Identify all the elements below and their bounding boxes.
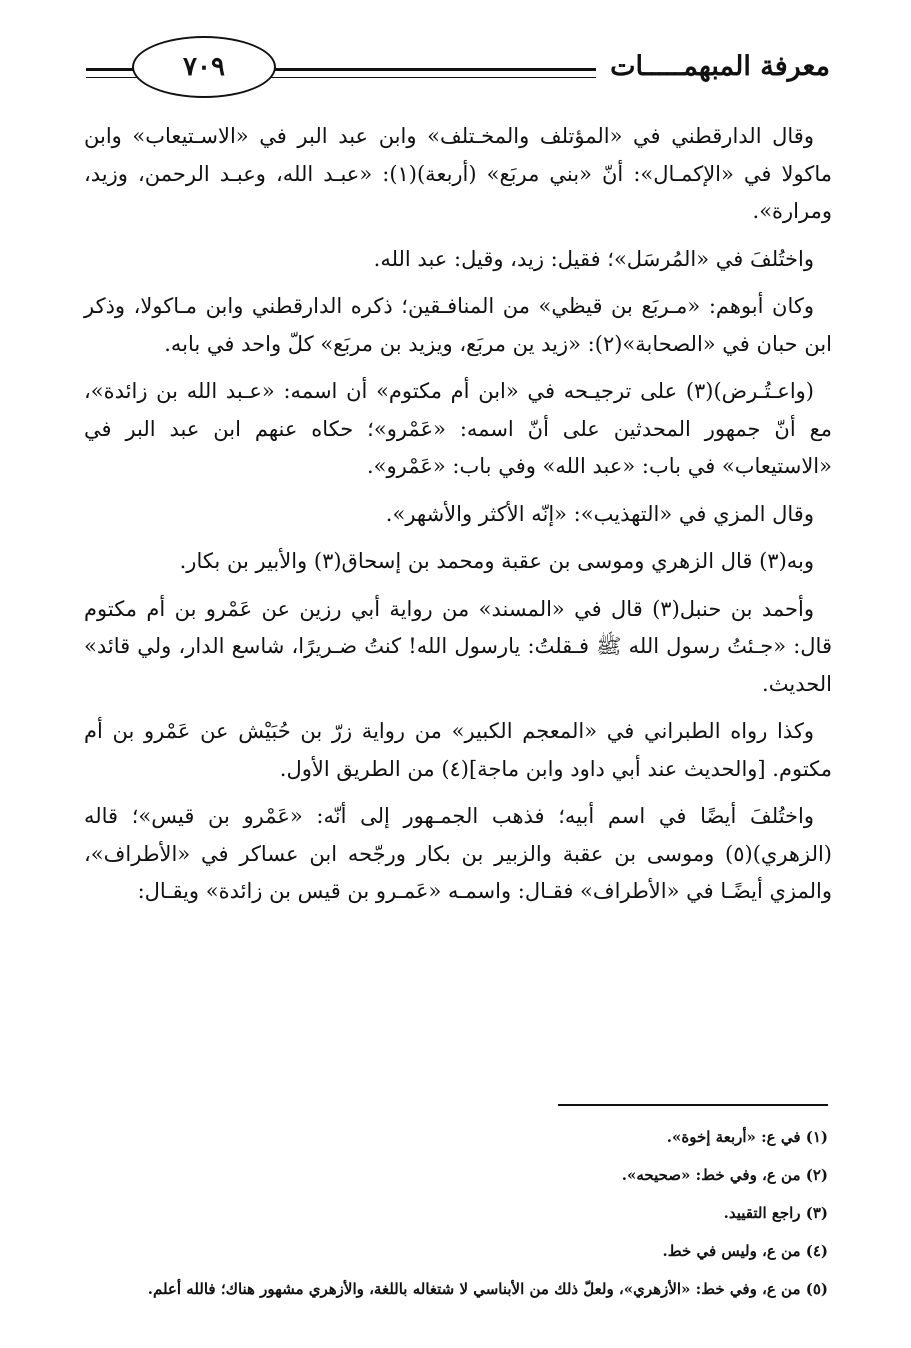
footnote: (١) في ع: «أربعة إخوة».: [666, 1128, 828, 1146]
paragraph: وكان أبوهم: «مـربَع بن قيظي» من المنافـقين؛ ذكره الدارقطني وابن مـاكولا، وذكر ابن حبان في «الصحابة»(٢): «زيد ين مربَع، ويزيد بن مربَع» كلّ واحد في بابه.: [84, 294, 832, 356]
main-text: [84, 118, 832, 921]
paragraph: وقال الدارقطني في «المؤتلف والمخـتلف» وابن عبد البر في «الاسـتيعاب» وابن ماكولا في «الإكمـال»: أنّ «بني مربَع» (أربعة)(١): «عبـد الله، وعبـد الرحمن، وزيد، ومرارة».: [84, 124, 832, 223]
paragraph: وكذا رواه الطبراني في «المعجم الكبير» من رواية زرّ بن حُبَيْش عن عَمْرو بن أم مكتوم. [والحديث عند أبي داود وابن ماجة](٤) من الطريق الأول.: [84, 719, 832, 781]
footnote: (٢) من ع، وفي خط: «صحيحه».: [621, 1166, 828, 1184]
footnote-separator: [558, 1104, 828, 1106]
footnote: (٣) راجع التقييد.: [723, 1204, 828, 1222]
footnotes: [84, 1118, 828, 1308]
page-number-oval: [132, 36, 276, 98]
page-header: [86, 36, 830, 106]
footnote: (٥) من ع، وفي خط: «الأزهري»، ولعلّ ذلك من الأبناسي لا شتغاله باللغة، والأزهري مشهور هناك؛ فالله أعلم.: [147, 1280, 828, 1298]
page-number: ٧٠٩: [183, 52, 225, 82]
paragraph: (واعـتُـرض)(٣) على ترجيـحه في «ابن أم مكتوم» أن اسمه: «عـبد الله بن زائدة»، مع أنّ جمهور المحدثين على أنّ اسمه: «عَمْرو»؛ حكاه عنهم ابن عبد البر في «الاستيعاب» في باب: «عبد الله» وفي باب: «عَمْرو».: [84, 379, 832, 478]
running-title: معرفة المبهمـــــات: [596, 50, 830, 84]
paragraph: واختُلفَ أيضًا في اسم أبيه؛ فذهب الجمـهور إلى أنّه: «عَمْرو بن قيس»؛ قاله (الزهري)(٥) وموسى بن عقبة والزبير بن بكار ورجّحه ابن عساكر في «الأطراف»، والمزي أيضًـا في «الأطراف» فقـال: واسمـه «عَمـرو بن قيس بن زائدة» ويقـال:: [84, 804, 832, 903]
paragraph: وأحمد بن حنبل(٣) قال في «المسند» من رواية أبي رزين عن عَمْرو بن أم مكتوم قال: «جـئتُ رسول الله ﷺ فـقلتُ: يارسول الله! كنتُ ضـريرًا، شاسع الدار، ولي قائد» الحديث.: [84, 596, 832, 696]
paragraph: وبه(٣) قال الزهري وموسى بن عقبة ومحمد بن إسحاق(٣) والأبير بن بكار.: [179, 549, 814, 573]
footnote: (٤) من ع، وليس في خط.: [662, 1242, 828, 1260]
paragraph: واختُلفَ في «المُرسَل»؛ فقيل: زيد، وقيل: عبد الله.: [373, 246, 814, 271]
paragraph: وقال المزي في «التهذيب»: «إنّه الأكثر والأشهر».: [385, 501, 814, 526]
